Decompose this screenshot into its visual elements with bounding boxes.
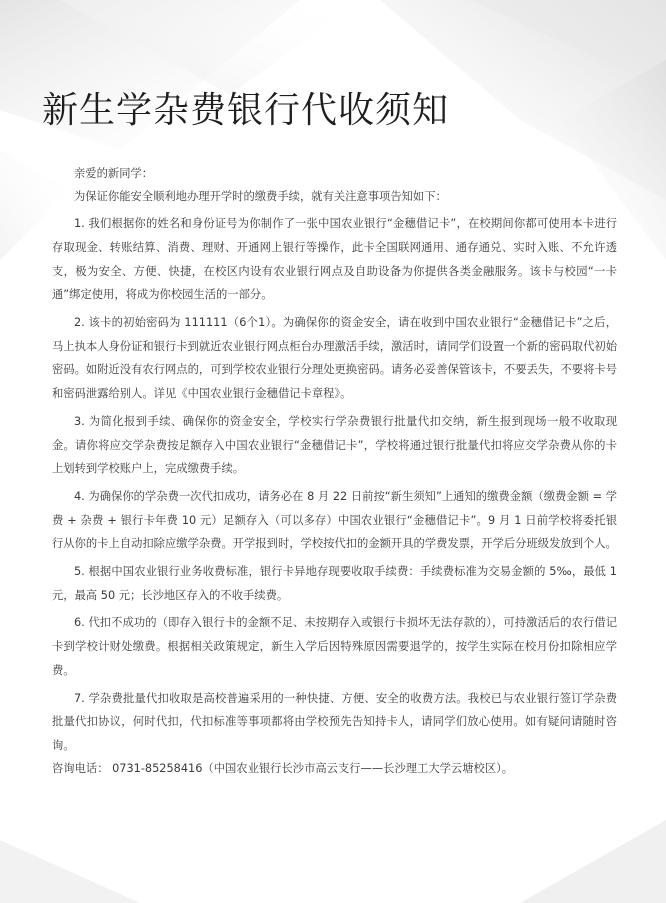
page-title: 新生学杂费银行代收须知 <box>42 90 450 131</box>
intro: 为保证你能安全顺利地办理开学时的缴费手续，就有关注意事项告知如下： <box>74 189 447 203</box>
notice-item-1: 1. 我们根据你的姓名和身份证号为你制作了一张中国农业银行“金穗借记卡”，在校期间你都可使用本卡进行存取现金、转账结算、消费、理财、开通网上银行等操作，此卡全国联网通用、通存通兑、实时入账、不允许透支，极为安全、方便、快捷，在校区内设有农业银行网点及自助设备为你提供各类金融服务。该卡与校园“一卡通”绑定使用，将成为你校园生活的一部分。 <box>52 217 617 302</box>
notice-body <box>52 163 617 780</box>
greeting: 亲爱的新同学： <box>74 167 154 180</box>
notice-item-3: 3. 为简化报到手续、确保你的资金安全，学校实行学杂费银行批量代扣交纳，新生报到现场一般不收取现金。请你将应交学杂费按足额存入中国农业银行“金穗借记卡”，学校将通过银行批量代扣将应交学杂费从你的卡上划转到学校账户上，完成缴费手续。 <box>52 414 617 476</box>
notice-item-6: 6. 代扣不成功的（即存入银行卡的金额不足、未按期存入或银行卡损坏无法存款的），可持激活后的农行借记卡到学校计财处缴费。根据相关政策规定，新生入学后因特殊原因需要退学的，按学生实际在校月份扣除相应学费。 <box>52 616 617 677</box>
notice-item-2: 2. 该卡的初始密码为 111111（6个1）。为确保你的资金安全，请在收到中国农业银行“金穗借记卡”之后，马上执本人身份证和银行卡到就近农业银行网点柜台办理激活手续，激活时，请同学们设置一个新的密码取代初始密码。如附近没有农行网点的，可到学校农业银行分理处更换密码。请务必妥善保管该卡，不要丢失，不要将卡号和密码泄露给别人。详见《中国农业银行金穗借记卡章程》。 <box>52 316 617 401</box>
contact-info: 咨询电话： 0731-85258416（中国农业银行长沙市高云支行——长沙理工大学云塘校区）。 <box>52 761 514 775</box>
notice-item-7: 7. 学杂费批量代扣收取是高校普遍采用的一种快捷、方便、安全的收费方法。我校已与农业银行签订学杂费批量代扣协议，何时代扣，代扣标准等事项都将由学校预先告知持卡人，请同学们放心使用。如有疑问请随时咨询。 <box>52 691 617 752</box>
notice-item-5: 5. 根据中国农业银行业务收费标准，银行卡异地存现要收取手续费：手续费标准为交易金额的 5‰，最低 1 元，最高 50 元；长沙地区存入的不收手续费。 <box>52 565 617 602</box>
notice-item-4: 4. 为确保你的学杂费一次代扣成功，请务必在 8 月 22 日前按“新生须知”上通知的缴费金额（缴费金额 = 学费 + 杂费 + 银行卡年费 10 元）足额存入（可以多存）中国农业银行“金穗借记卡”。9 月 1 日前学校将委托银行从你的卡上自动扣除应缴学杂费。开学报到时，学校按代扣的金额开具的学费发票，开学后分班级发放到个人。 <box>52 489 617 551</box>
